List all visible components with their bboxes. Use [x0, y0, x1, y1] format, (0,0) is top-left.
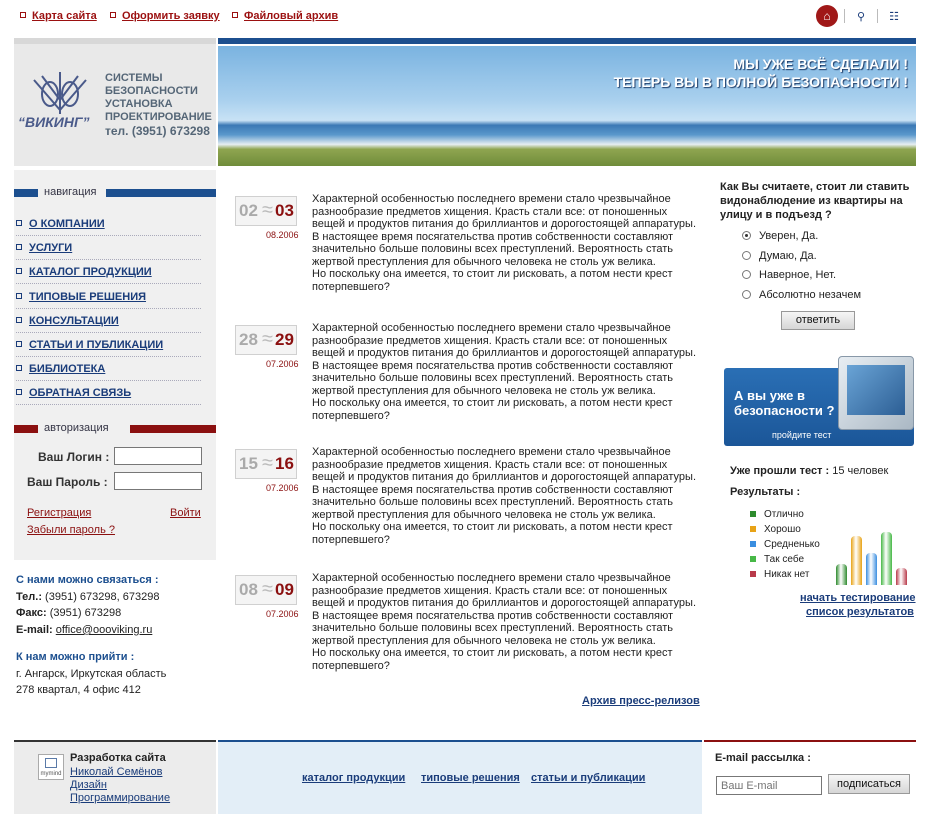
calendar-icon: ≈	[262, 578, 273, 600]
legend-label: Никак нет	[764, 569, 810, 580]
nav-item-company[interactable]	[16, 218, 201, 236]
title-bar	[14, 189, 38, 197]
nav-item-services[interactable]	[16, 242, 201, 260]
contact-fax	[16, 607, 121, 619]
files-link[interactable]	[232, 10, 338, 22]
auth-title-label: авторизация	[44, 422, 109, 434]
logo-line: ПРОЕКТИРОВАНИЕ	[105, 111, 212, 123]
newsletter-title: E-mail рассылка :	[715, 752, 811, 764]
bullet-icon	[16, 268, 22, 274]
developer-title: Разработка сайта	[70, 752, 166, 764]
news-text: Характерной особенностью последнего времени стало чрезвычайное разнообразие предметов хищения. Красть стали все: от поношенных вещей и продуктов питания до бриллиантов и дорогостоящей аппаратуры. В настоящее время посягательства против собственности составляют значительно больше половины всех преступлений. Вероятность стать жертвой преступления для обычного человека не столь уж велика. Но поскольку она имеется, то стоит ли рисковать, а потом нести крест потерпевшего?	[312, 322, 697, 422]
auth-section-title	[14, 422, 216, 434]
tel-label: Тел.:	[16, 591, 42, 603]
developer-badge-icon	[38, 754, 64, 780]
nav-item-label: БИБЛИОТЕКА	[29, 363, 106, 376]
logo-tagline	[105, 72, 212, 124]
fax-label: Факс:	[16, 607, 47, 619]
address-line2: 278 квартал, 4 офис 412	[16, 684, 141, 696]
calendar-icon: ≈	[262, 328, 273, 350]
logo-line: БЕЗОПАСНОСТИ	[105, 85, 198, 97]
calendar-icon: ≈	[262, 452, 273, 474]
nav-item-feedback[interactable]	[16, 387, 201, 405]
legend-swatch	[750, 526, 756, 532]
address-title: К нам можно прийти :	[16, 651, 135, 663]
sitemap-icon[interactable]: ☷	[889, 10, 899, 23]
nav-item-label: УСЛУГИ	[29, 242, 73, 255]
results-chart	[836, 510, 914, 585]
home-icon[interactable]: ⌂	[816, 5, 838, 27]
legend-label: Отлично	[764, 509, 804, 520]
legend-item	[750, 524, 801, 535]
banner-line2: ТЕПЕРЬ ВЫ В ПОЛНОЙ БЕЗОПАСНОСТИ !	[613, 74, 908, 90]
header-bar-right	[218, 38, 916, 44]
sitemap-link[interactable]	[20, 10, 97, 22]
monitor-screen	[847, 365, 905, 415]
test-passed	[730, 465, 888, 477]
footer-link-solutions[interactable]: типовые решения	[421, 772, 520, 784]
result-bar	[851, 536, 862, 585]
legend-swatch	[750, 511, 756, 517]
news-date-badge	[235, 449, 297, 479]
nav-item-label: СТАТЬИ И ПУБЛИКАЦИИ	[29, 339, 164, 351]
promo-title-line: безопасности ?	[734, 403, 835, 418]
day: 09	[275, 580, 294, 599]
files-label: Файловый архив	[244, 10, 339, 22]
nav-section-title	[14, 186, 216, 198]
news-text: Характерной особенностью последнего времени стало чрезвычайное разнообразие предметов хищения. Красть стали все: от поношенных вещей и продуктов питания до бриллиантов и дорогостоящей аппаратуры. В настоящее время посягательства против собственности составляют значительно больше половины всех преступлений. Вероятность стать жертвой преступления для обычного человека не столь уж велика. Но поскольку она имеется, то стоит ли рисковать, а потом нести крест потерпевшего?	[312, 572, 697, 672]
nav-item-solutions[interactable]	[16, 291, 201, 309]
nav-item-catalog[interactable]	[16, 266, 201, 284]
result-bar	[866, 553, 877, 585]
top-icons	[816, 5, 904, 27]
radio-icon[interactable]	[742, 270, 751, 279]
bullet-icon	[16, 244, 22, 250]
news-month: 07.2006	[266, 359, 299, 369]
bullet-icon	[16, 220, 22, 226]
day: 29	[275, 330, 294, 349]
title-bar	[14, 425, 38, 433]
bullet-icon	[16, 341, 22, 347]
news-month: 07.2006	[266, 483, 299, 493]
header-banner	[218, 46, 916, 166]
nav-item-consultations[interactable]	[16, 315, 201, 333]
day: 03	[275, 201, 294, 220]
poll-submit-button[interactable]: ответить	[781, 311, 855, 330]
result-bar	[896, 568, 907, 585]
poll-option[interactable]	[742, 269, 836, 281]
bullet-icon	[16, 293, 22, 299]
viking-logo-icon[interactable]	[28, 70, 92, 116]
news-month: 08.2006	[266, 230, 299, 240]
logo-phone: тел. (3951) 673298	[105, 124, 210, 138]
nav-title-label: навигация	[44, 186, 97, 198]
tel-value: (3951) 673298, 673298	[42, 591, 160, 603]
nav-item-label: КАТАЛОГ ПРОДУКЦИИ	[29, 266, 152, 279]
footer-link-catalog[interactable]: каталог продукции	[302, 772, 406, 784]
design-link[interactable]: Дизайн	[70, 779, 107, 791]
poll-option-label: Абсолютно незачем	[759, 288, 862, 301]
poll-option[interactable]	[742, 250, 817, 262]
fax-value: (3951) 673298	[46, 607, 122, 619]
news-month: 07.2006	[266, 609, 299, 619]
legend-label: Средненько	[764, 539, 820, 550]
results-label: Результаты :	[730, 486, 801, 498]
poll-option-label: Наверное, Нет.	[759, 269, 837, 281]
monitor-icon	[838, 356, 914, 430]
news-date-badge	[235, 575, 297, 605]
search-icon[interactable]: ⚲	[856, 10, 866, 23]
email-label: E-mail:	[16, 624, 53, 636]
poll-option[interactable]	[742, 230, 818, 242]
enter-link[interactable]: Войти	[170, 507, 201, 519]
news-date-badge	[235, 325, 297, 355]
start-test-link[interactable]: начать тестирование	[800, 592, 916, 604]
poll-option[interactable]	[742, 289, 861, 301]
address-line1: г. Ангарск, Иркутская область	[16, 668, 167, 680]
test-passed-value: 15 человек	[829, 465, 889, 477]
nav-item-label: ОБРАТНАЯ СВЯЗЬ	[29, 387, 132, 400]
bullet-icon	[16, 365, 22, 371]
result-bar	[881, 532, 892, 585]
day-prev: 08	[239, 580, 258, 599]
programming-link[interactable]: Программирование	[70, 792, 171, 804]
results-list-link[interactable]: список результатов	[806, 606, 914, 618]
legend-label: Хорошо	[764, 524, 801, 535]
title-bar	[106, 189, 216, 197]
test-passed-label: Уже прошли тест :	[730, 465, 830, 477]
register-link[interactable]: Регистрация	[27, 507, 92, 519]
day: 16	[275, 454, 294, 473]
poll-option-label: Думаю, Да.	[759, 249, 817, 262]
subscribe-button[interactable]: подписаться	[828, 774, 910, 794]
forgot-password-link[interactable]: Забыли пароль ?	[27, 524, 115, 536]
bullet-icon	[232, 12, 238, 18]
contact-tel	[16, 591, 159, 603]
contact-email	[16, 624, 152, 636]
footer-link-articles[interactable]: статьи и публикации	[531, 772, 646, 784]
divider	[844, 9, 845, 23]
legend-swatch	[750, 541, 756, 547]
legend-item	[750, 554, 804, 565]
email-link[interactable]: office@oooviking.ru	[55, 624, 153, 636]
promo-title	[734, 388, 834, 418]
divider	[877, 9, 878, 23]
legend-item	[750, 509, 804, 520]
poll-option-label: Уверен, Да.	[759, 230, 819, 242]
result-bar	[836, 564, 847, 585]
promo-subtitle: пройдите тест	[772, 430, 832, 440]
nav-item-label: КОНСУЛЬТАЦИИ	[29, 314, 119, 327]
nav-item-library[interactable]	[16, 363, 201, 381]
news-date-badge	[235, 196, 297, 226]
order-link[interactable]	[110, 10, 220, 22]
password-label: Ваш Пароль :	[27, 475, 108, 489]
legend-item	[750, 539, 820, 550]
developer-name-link[interactable]: Николай Семёнов	[70, 766, 163, 778]
sitemap-label: Карта сайта	[32, 10, 97, 22]
login-input[interactable]	[114, 447, 202, 465]
logo-name: “ВИКИНГ”	[18, 114, 90, 130]
day-prev: 28	[239, 330, 258, 349]
poll-question: Как Вы считаете, стоит ли ставить видонаблюдение из квартиры на улицу и в подъезд ?	[720, 181, 910, 221]
title-bar	[130, 425, 216, 433]
password-input[interactable]	[114, 472, 202, 490]
order-label: Оформить заявку	[122, 10, 220, 22]
radio-icon[interactable]	[742, 251, 751, 260]
day-prev: 15	[239, 454, 258, 473]
bullet-icon	[20, 12, 26, 18]
radio-icon[interactable]	[742, 231, 751, 240]
legend-label: Так себе	[764, 554, 804, 565]
logo-line: СИСТЕМЫ	[105, 72, 163, 84]
news-text: Характерной особенностью последнего времени стало чрезвычайное разнообразие предметов хищения. Красть стали все: от поношенных вещей и продуктов питания до бриллиантов и дорогостоящей аппаратуры. В настоящее время посягательства против собственности составляют значительно больше половины всех преступлений. Вероятность стать жертвой преступления для обычного человека не столь уж велика. Но поскольку она имеется, то стоит ли рисковать, а потом нести крест потерпевшего?	[312, 446, 697, 546]
legend-swatch	[750, 571, 756, 577]
promo-title-line: А вы уже в	[734, 388, 805, 403]
bullet-icon	[16, 389, 22, 395]
contacts-title: С нами можно связаться :	[16, 574, 159, 586]
bullet-icon	[110, 12, 116, 18]
nav-item-articles[interactable]	[16, 339, 201, 357]
banner-line1: МЫ УЖЕ ВСЁ СДЕЛАЛИ !	[733, 56, 908, 72]
badge-square	[45, 758, 57, 768]
newsletter-email-input[interactable]	[716, 776, 822, 795]
badge-label: mymind	[40, 771, 62, 777]
news-text: Характерной особенностью последнего времени стало чрезвычайное разнообразие предметов хищения. Красть стали все: от поношенных вещей и продуктов питания до бриллиантов и дорогостоящей аппаратуры. В настоящее время посягательства против собственности составляют значительно больше половины всех преступлений. Вероятность стать жертвой преступления для обычного человека не столь уж велика. Но поскольку она имеется, то стоит ли рисковать, а потом нести крест потерпевшего?	[312, 193, 697, 293]
calendar-icon: ≈	[262, 199, 273, 221]
nav-item-label: ТИПОВЫЕ РЕШЕНИЯ	[29, 290, 147, 303]
day-prev: 02	[239, 201, 258, 220]
logo-line: УСТАНОВКА	[105, 98, 173, 110]
legend-item	[750, 569, 809, 580]
archive-link[interactable]: Архив пресс-релизов	[582, 695, 700, 707]
bullet-icon	[16, 317, 22, 323]
legend-swatch	[750, 556, 756, 562]
login-label: Ваш Логин :	[38, 450, 110, 464]
radio-icon[interactable]	[742, 290, 751, 299]
nav-item-label: О КОМПАНИИ	[29, 218, 105, 230]
